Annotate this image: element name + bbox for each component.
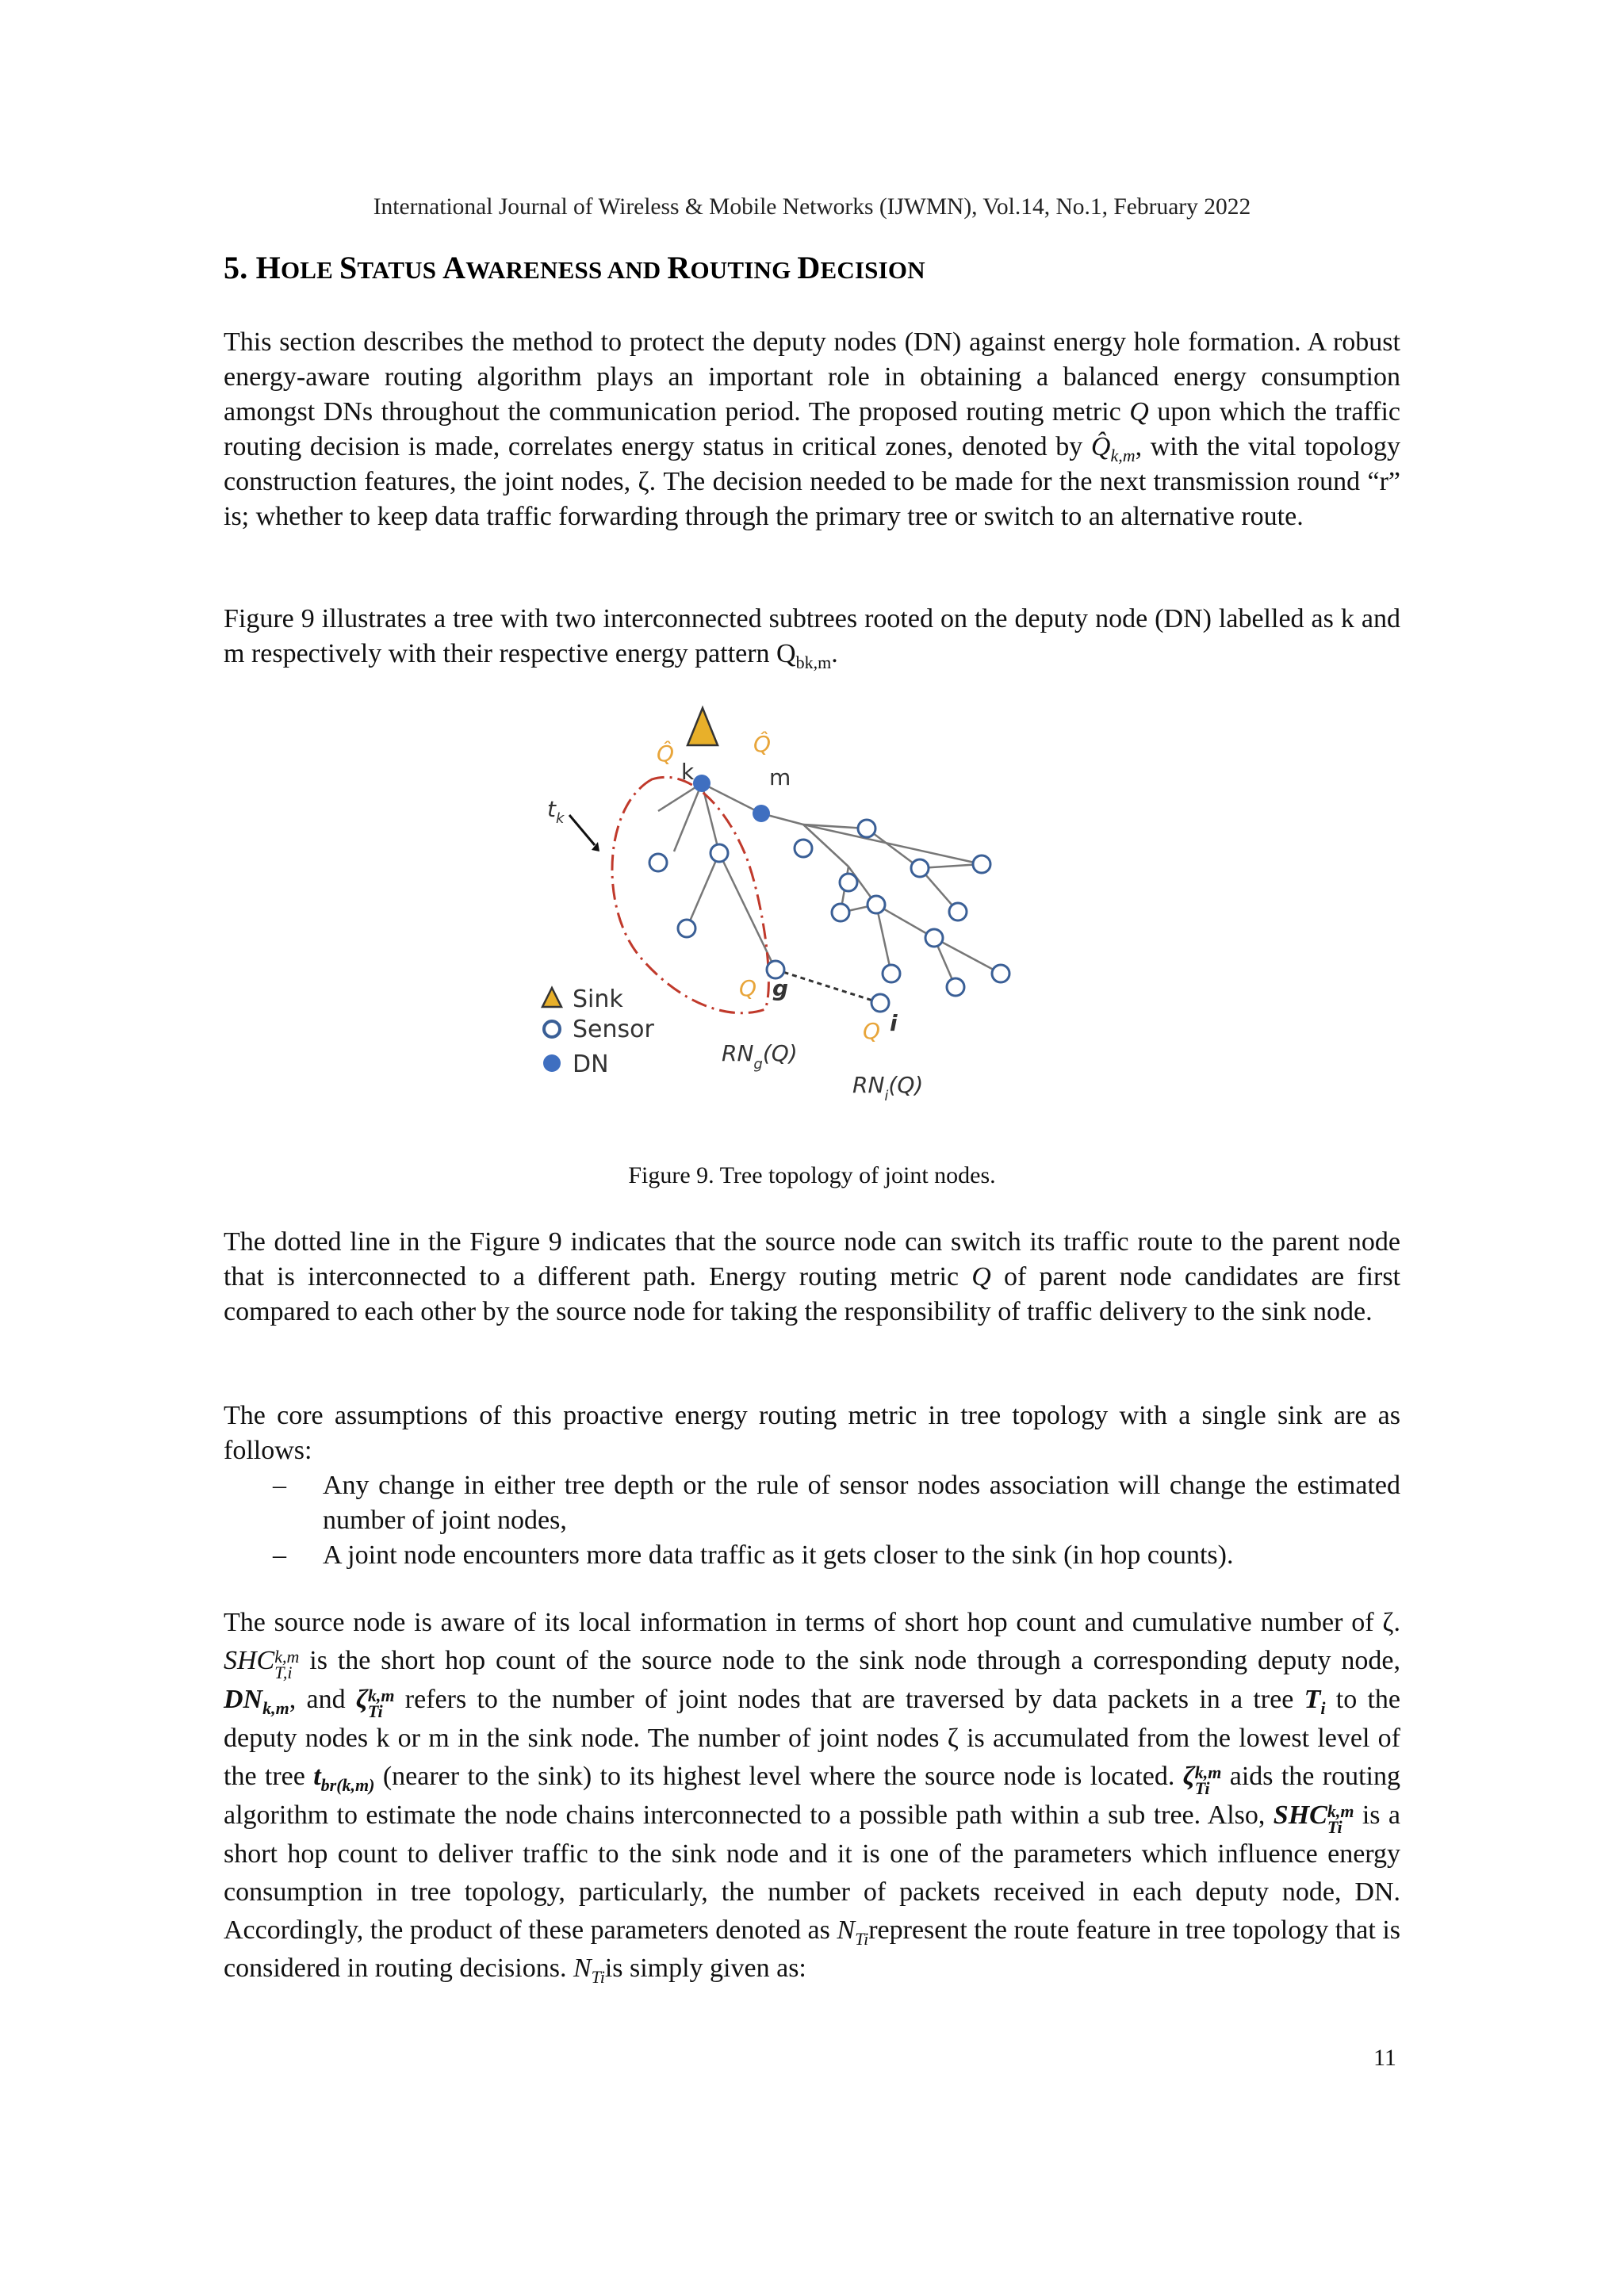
list-item: – Any change in either tree depth or the rule of sensor nodes association will change the estimated number of joint nodes, — [273, 1471, 1400, 1535]
paragraph-dotted-line: The dotted line in the Figure 9 indicates that the source node can switch its traffic route to the parent node that is interconnected to a different path. Energy routing metric Q of parent node candidates are first compared to each other by the source node for taking the responsibility of traffic delivery to the sink node. — [224, 1227, 1400, 1326]
dn-node-k — [693, 775, 710, 792]
section-number: 5. — [224, 250, 248, 285]
sensor-node — [868, 896, 885, 913]
legend-dn-icon — [543, 1054, 561, 1072]
label-q-g: Q — [739, 975, 757, 1001]
title-word-4: ROUTING — [667, 250, 798, 285]
label-rn-i: $RN_i(Q)$ — [852, 1072, 924, 1104]
label-rn-g: $RN_g(Q)$ — [722, 1040, 798, 1073]
journal-header: International Journal of Wireless & Mobile Networks (IJWMN), Vol.14, No.1, February 2022 — [373, 194, 1251, 220]
page-number: 11 — [1373, 2045, 1396, 2071]
sensor-node — [840, 874, 857, 891]
figure-caption: Figure 9. Tree topology of joint nodes. — [628, 1162, 996, 1188]
assumptions-list — [224, 1468, 1400, 1573]
sensor-node — [832, 904, 849, 921]
sensor-node-i — [871, 994, 889, 1012]
figure-legend — [542, 985, 654, 1078]
sensor-node — [710, 844, 728, 862]
sink-node — [688, 708, 718, 745]
sensor-node — [949, 903, 967, 920]
sensor-node — [992, 965, 1009, 982]
sensor-node — [678, 920, 695, 937]
label-g: g — [772, 975, 789, 1001]
label-q-i: Q — [863, 1018, 881, 1044]
paragraph-figure-intro: Figure 9 illustrates a tree with two interconnected subtrees rooted on the deputy node (DN) labelled as k and m respectively with their respective energy pattern $Q_{bk,m}$. — [224, 604, 1400, 672]
title-word-1: HOLE — [255, 250, 339, 285]
sensor-node — [795, 840, 812, 857]
sensor-node — [973, 855, 990, 873]
title-word-2: STATUS — [339, 250, 443, 285]
sensor-node — [911, 859, 929, 877]
legend-dn-label: DN — [573, 1050, 609, 1078]
title-word-3: AWARENESS AND — [442, 250, 668, 285]
legend-sensor-label: Sensor — [573, 1016, 654, 1043]
label-qhat-k: Q̂ — [657, 740, 675, 767]
sensor-node — [925, 929, 943, 947]
tree-topology-figure — [523, 696, 1110, 1140]
figure-labels — [547, 731, 923, 1104]
alternate-route-dotted-line — [776, 970, 880, 1003]
label-i: i — [890, 1010, 898, 1036]
sensor-node — [858, 820, 875, 837]
section-title — [224, 248, 925, 290]
sensor-node — [883, 965, 900, 982]
tk-arrow-line — [569, 815, 595, 845]
sensor-node — [649, 854, 667, 871]
dn-node-m — [753, 805, 770, 822]
label-qhat-m: Q̂ — [753, 731, 772, 757]
title-word-5: DECISION — [797, 250, 925, 285]
legend-sensor-icon — [544, 1021, 560, 1037]
list-item: – A joint node encounters more data traffic as it gets closer to the sink (in hop counts). — [273, 1540, 1234, 1570]
paragraph-intro: This section describes the method to protect the deputy nodes (DN) against energy hole formation. A robust energy-aware routing algorithm plays an important role in obtaining a balanced energy consumption amongst DNs throughout the communication period. The proposed routing metric Q upon which the traffic routing decision is made, correlates energy status in critical zones, denoted by $Q̂_{k,m}$, with the vital topology construction features, the joint nodes, ζ. The decision needed to be made for the next transmission round “r” is; whether to keep data traffic forwarding through the primary tree or switch to an alternative route. — [224, 327, 1400, 531]
paragraph-source-node: The source node is aware of its local information in terms of short hop count and cumulative number of ζ. SHC k,m T,i is the short hop count of the source node to the sink node through a corresponding deputy node, $DN_{k,m}$, and ζ k,m Ti refers to the number of joint nodes that are traversed by data packets in a tree $T_i$ to the deputy nodes k or m in the sink node. The number of joint nodes ζ is accumulated from the lowest level of the tree $t_{br(k,m)}$ (nearer to the sink) to its highest level where the source node is located. ζ k,m Ti aids the routing algorithm to estimate the node chains interconnected to a possible path within a sub tree. Also, SHC k,m Ti is a short hop count to deliver traffic to the sink node and it is one of the parameters which influence energy consumption in tree topology, particularly, the number of packets received in each deputy node, DN. Accordingly, the product of these parameters denoted as $N_{Ti}represent$ the route feature in tree topology that is considered in routing decisions. $N_{Ti}is$ simply given as: — [224, 1608, 1401, 1987]
label-m: m — [769, 764, 791, 790]
paragraph-assumptions: The core assumptions of this proactive energy routing metric in tree topology with a single sink are as follows: — [224, 1401, 1400, 1465]
label-k: k — [681, 759, 695, 785]
legend-sink-icon — [542, 988, 561, 1007]
tree-edges — [658, 783, 1001, 987]
legend-sink-label: Sink — [573, 985, 623, 1013]
label-tk: $t_k$ — [547, 796, 565, 827]
sensor-node — [947, 978, 964, 996]
